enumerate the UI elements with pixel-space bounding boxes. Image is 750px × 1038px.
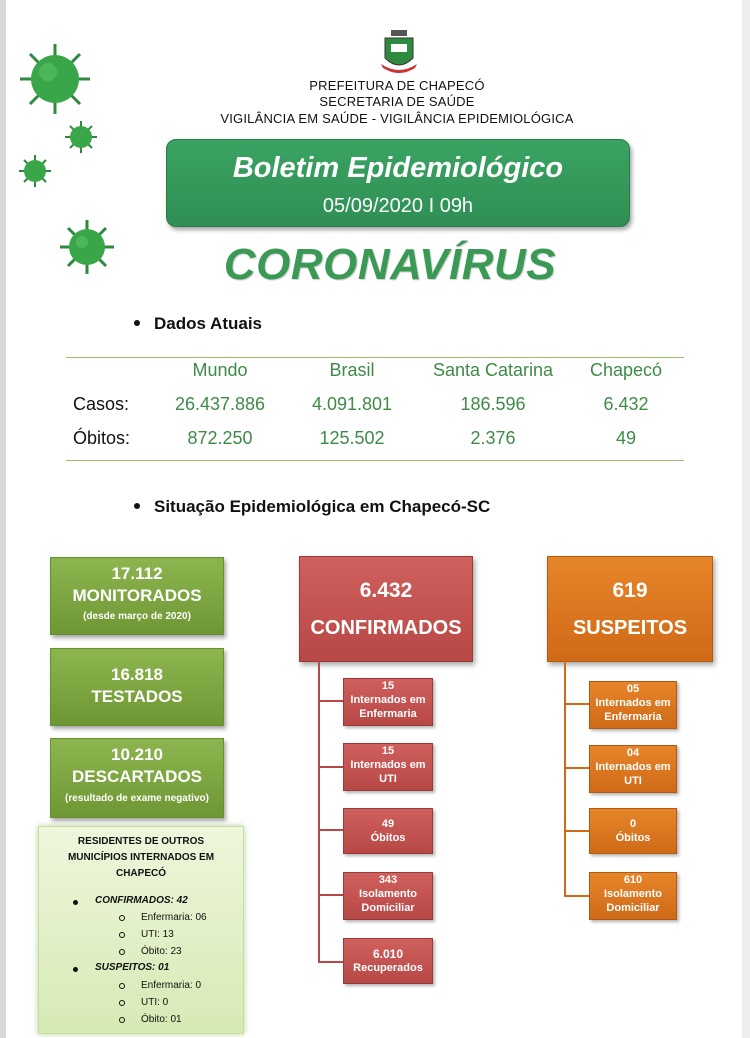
col-header: Mundo [192, 360, 248, 380]
residents-title: RESIDENTES DE OUTROS MUNICÍPIOS INTERNADOS EM CHAPECÓ [67, 836, 215, 879]
confirmed-ward-box: 15 Internados em Enfermaria [343, 678, 433, 726]
table-cell: 26.437.886 [174, 394, 266, 414]
discarded-note: (resultado de exame negativo) [65, 793, 209, 804]
tree-branch [318, 766, 344, 768]
bulletin-title-box [166, 139, 630, 227]
col-header: Brasil [329, 360, 375, 380]
residents-confirmed-item: UTI: 13 [141, 929, 174, 940]
tested-number: 16.818 [111, 665, 163, 684]
residents-confirmed-item: Óbito: 23 [141, 946, 182, 957]
tree-branch [318, 829, 344, 831]
table-cell: 872.250 [187, 428, 253, 448]
virus-icon [18, 154, 52, 188]
tree-branch [318, 700, 344, 702]
virus-icon [58, 218, 116, 276]
monitored-label: MONITORADOS [72, 586, 202, 605]
monitored-box [50, 557, 224, 635]
table-cell: 49 [615, 428, 637, 448]
tree-branch [318, 961, 344, 963]
tree-branch [564, 767, 590, 769]
table-top-line [66, 357, 684, 358]
table-cell: 6.432 [603, 394, 649, 414]
residents-confirmed: CONFIRMADOS: 42 [95, 895, 188, 906]
suspects-deaths-box: 0 Óbitos [589, 808, 677, 854]
confirmed-box [299, 556, 473, 662]
residents-confirmed-item: Enfermaria: 06 [141, 912, 207, 923]
table-cell: 186.596 [460, 394, 526, 414]
confirmed-number: 6.432 [359, 579, 413, 602]
tested-label: TESTADOS [91, 687, 183, 706]
bulletin-title: Boletim Epidemiológico [232, 152, 564, 184]
city-crest-icon [381, 30, 417, 74]
discarded-number: 10.210 [111, 745, 163, 764]
tree-branch [564, 895, 590, 897]
right-edge [742, 0, 750, 1038]
header-line-3: VIGILÂNCIA EM SAÚDE - VIGILÂNCIA EPIDEMIOLÓGICA [220, 111, 574, 126]
tree-branch [564, 703, 590, 705]
residents-suspects-item: UTI: 0 [141, 997, 169, 1008]
headline: CORONAVÍRUS [223, 240, 557, 289]
suspects-ward-box: 05 Internados em Enfermaria [589, 681, 677, 729]
col-header: Santa Catarina [432, 360, 554, 380]
confirmed-deaths-box: 49 Óbitos [343, 808, 433, 854]
tree-branch [564, 830, 590, 832]
suspects-icu-box: 04 Internados em UTI [589, 745, 677, 793]
confirmed-label: CONFIRMADOS [310, 617, 462, 639]
residents-suspects-item: Enfermaria: 0 [141, 980, 202, 991]
suspects-label: SUSPEITOS [572, 617, 688, 639]
row-label: Casos: [73, 394, 130, 414]
monitored-number: 17.112 [111, 564, 163, 583]
confirmed-tree-line [318, 660, 320, 962]
monitored-note: (desde março de 2020) [83, 611, 191, 622]
header-line-1: PREFEITURA DE CHAPECÓ [309, 78, 485, 93]
section-current-data: Dados Atuais [134, 314, 262, 334]
residents-suspects-item: Óbito: 01 [141, 1014, 182, 1025]
residents-box [38, 826, 244, 1034]
suspects-tree-line [564, 660, 566, 896]
table-cell: 4.091.801 [311, 394, 393, 414]
left-edge [0, 0, 6, 1038]
bulletin-date: 05/09/2020 I 09h [322, 195, 474, 217]
confirmed-recovered-box: 6.010 Recuperados [343, 938, 433, 984]
col-header: Chapecó [589, 360, 663, 380]
confirmed-icu-box: 15 Internados em UTI [343, 743, 433, 791]
table-cell: 125.502 [319, 428, 385, 448]
tree-branch [318, 894, 344, 896]
suspects-box [547, 556, 713, 662]
suspects-home-isolation-box: 610 Isolamento Domiciliar [589, 872, 677, 920]
table-bottom-line [66, 460, 684, 461]
section-chapeco-situation: Situação Epidemiológica em Chapecó-SC [134, 497, 490, 517]
residents-suspects: SUSPEITOS: 01 [95, 962, 170, 973]
row-label: Óbitos: [73, 428, 131, 448]
confirmed-home-isolation-box: 343 Isolamento Domiciliar [343, 872, 433, 920]
discarded-label: DESCARTADOS [71, 767, 203, 786]
suspects-number: 619 [612, 579, 648, 602]
tested-box [50, 648, 224, 726]
discarded-box [50, 738, 224, 818]
table-cell: 2.376 [470, 428, 516, 448]
header-line-2: SECRETARIA DE SAÚDE [319, 94, 475, 109]
